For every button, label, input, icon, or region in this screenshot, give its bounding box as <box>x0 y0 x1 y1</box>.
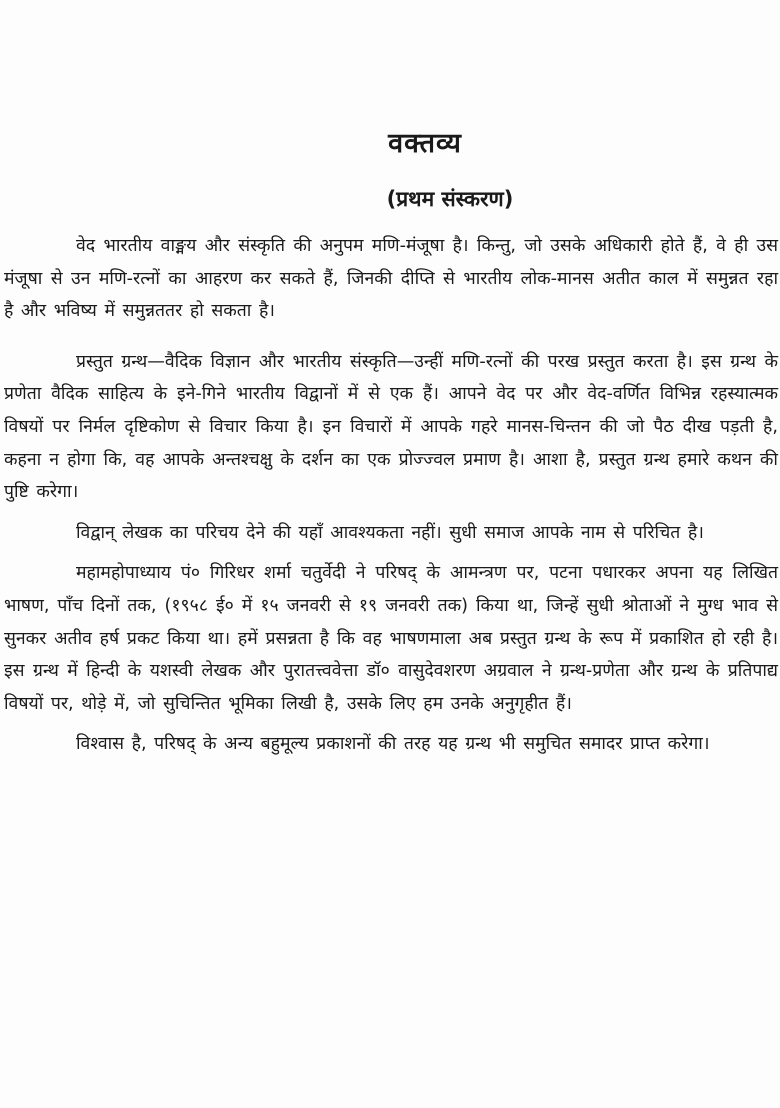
page-subtitle: (प्रथम संस्करण) <box>386 187 514 211</box>
paragraph-2: प्रस्तुत ग्रन्थ—वैदिक विज्ञान और भारतीय संस्कृति—उन्हीं मणि-रत्नों की परख प्रस्तुत करता है। इस ग्रन्थ के प्रणेता वैदिक साहित्य के इने-गिने भारतीय विद्वानों में से एक हैं। आपने वेद पर और वेद-वर्णित विभिन्न रहस्यात्मक विषयों पर निर्मल दृष्टिकोण से विचार किया है। इन विचारों में आपके गहरे मानस-चिन्तन की जो पैठ दीख पड़ती है, कहना न होगा कि, वह आपके अन्तश्चक्षु के दर्शन का एक प्रोज्ज्वल प्रमाण है। आशा है, प्रस्तुत ग्रन्थ हमारे कथन की पुष्टि करेगा। <box>4 351 778 503</box>
document-body <box>0 230 780 761</box>
paragraph-5: विश्वास है, परिषद् के अन्य बहुमूल्य प्रकाशनों की तरह यह ग्रन्थ भी समुचित समादर प्राप्त करेगा। <box>76 734 710 755</box>
paragraph-3: विद्वान् लेखक का परिचय देने की यहाँ आवश्यकता नहीं। सुधी समाज आपके नाम से परिचित है। <box>76 522 704 543</box>
page-title: वक्तव्य <box>388 128 462 159</box>
paragraph-1: वेद भारतीय वाङ्मय और संस्कृति की अनुपम मणि-मंजूषा है। किन्तु, जो उसके अधिकारी होते हैं, वे ही उस मंजूषा से उन मणि-रत्नों का आहरण कर सकते हैं, जिनकी दीप्ति से भारतीय लोक-मानस अतीत काल में समुन्नत रहा है और भविष्य में समुन्नततर हो सकता है। <box>4 236 778 322</box>
paragraph-4: महामहोपाध्याय पं० गिरिधर शर्मा चतुर्वेदी ने परिषद् के आमन्त्रण पर, पटना पधारकर अपना यह लिखित भाषण, पाँच दिनों तक, (१९५८ ई० में १५ जनवरी से १९ जनवरी तक) किया था, जिन्हें सुधी श्रोताओं ने मुग्ध भाव से सुनकर अतीव हर्ष प्रकट किया था। हमें प्रसन्नता है कि वह भाषणमाला अब प्रस्तुत ग्रन्थ के रूप में प्रकाशित हो रही है। इस ग्रन्थ में हिन्दी के यशस्वी लेखक और पुरातत्त्ववेत्ता डॉ० वासुदेवशरण अग्रवाल ने ग्रन्थ-प्रणेता और ग्रन्थ के प्रतिपाद्य विषयों पर, थोड़े में, जो सुचिन्तित भूमिका लिखी है, उसके लिए हम उनके अनुगृहीत हैं। <box>4 563 778 714</box>
